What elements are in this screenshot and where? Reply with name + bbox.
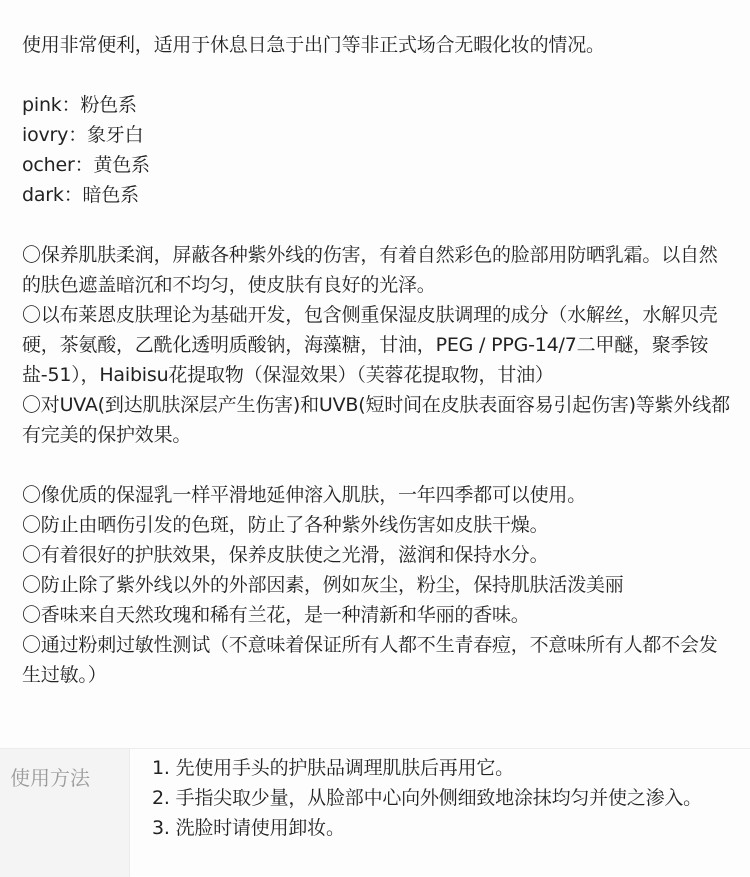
feature-item: 〇像优质的保湿乳一样平滑地延伸溶入肌肤，一年四季都可以使用。 bbox=[22, 484, 587, 506]
feature-item: 〇防止由晒伤引发的色斑，防止了各种紫外线伤害如皮肤干燥。 bbox=[22, 514, 549, 536]
feature-item: 〇保养肌肤柔润，屏蔽各种紫外线的伤害，有着自然彩色的脸部用防晒乳霜。以自然的肤色遮盖暗沉和不均匀，使皮肤有良好的光泽。 bbox=[22, 244, 718, 296]
intro-text: 使用非常便利，适用于休息日急于出门等非正式场合无暇化妆的情况。 bbox=[22, 34, 605, 56]
usage-label: 使用方法 bbox=[0, 749, 130, 877]
description-block bbox=[22, 30, 730, 690]
feature-item: 〇对UVA(到达肌肤深层产生伤害)和UVB(短时间在皮肤表面容易引起伤害)等紫外线都有完美的保护效果。 bbox=[22, 394, 730, 446]
shade-item: pink：粉色系 bbox=[22, 94, 137, 116]
usage-step: 1. 先使用手头的护肤品调理肌肤后再用它。 bbox=[152, 757, 514, 779]
feature-item: 〇防止除了紫外线以外的外部因素，例如灰尘，粉尘，保持肌肤活泼美丽 bbox=[22, 574, 624, 596]
feature-item: 〇香味来自天然玫瑰和稀有兰花，是一种清新和华丽的香味。 bbox=[22, 604, 530, 626]
usage-step: 2. 手指尖取少量，从脸部中心向外侧细致地涂抹均匀并使之渗入。 bbox=[152, 787, 702, 809]
feature-item: 〇通过粉刺过敏性测试（不意味着保证所有人都不生青春痘，不意味所有人都不会发生过敏。） bbox=[22, 634, 718, 686]
feature-item: 〇有着很好的护肤效果，保养皮肤使之光滑，滋润和保持水分。 bbox=[22, 544, 549, 566]
usage-steps-list bbox=[152, 753, 732, 843]
shade-item: ocher：黄色系 bbox=[22, 154, 150, 176]
shade-item: dark：暗色系 bbox=[22, 184, 139, 206]
shade-item: iovry：象牙白 bbox=[22, 124, 144, 146]
feature-item: 〇以布莱恩皮肤理论为基础开发，包含侧重保湿皮肤调理的成分（水解丝，水解贝壳硬，茶氨酸，乙酰化透明质酸钠，海藻糖，甘油，PEG / PPG-14/7二甲醚，聚季铵盐-51），Haibisu花提取物（保湿效果）（芙蓉花提取物，甘油） bbox=[22, 304, 718, 386]
usage-step: 3. 洗脸时请使用卸妆。 bbox=[152, 817, 345, 839]
usage-section bbox=[0, 748, 750, 877]
